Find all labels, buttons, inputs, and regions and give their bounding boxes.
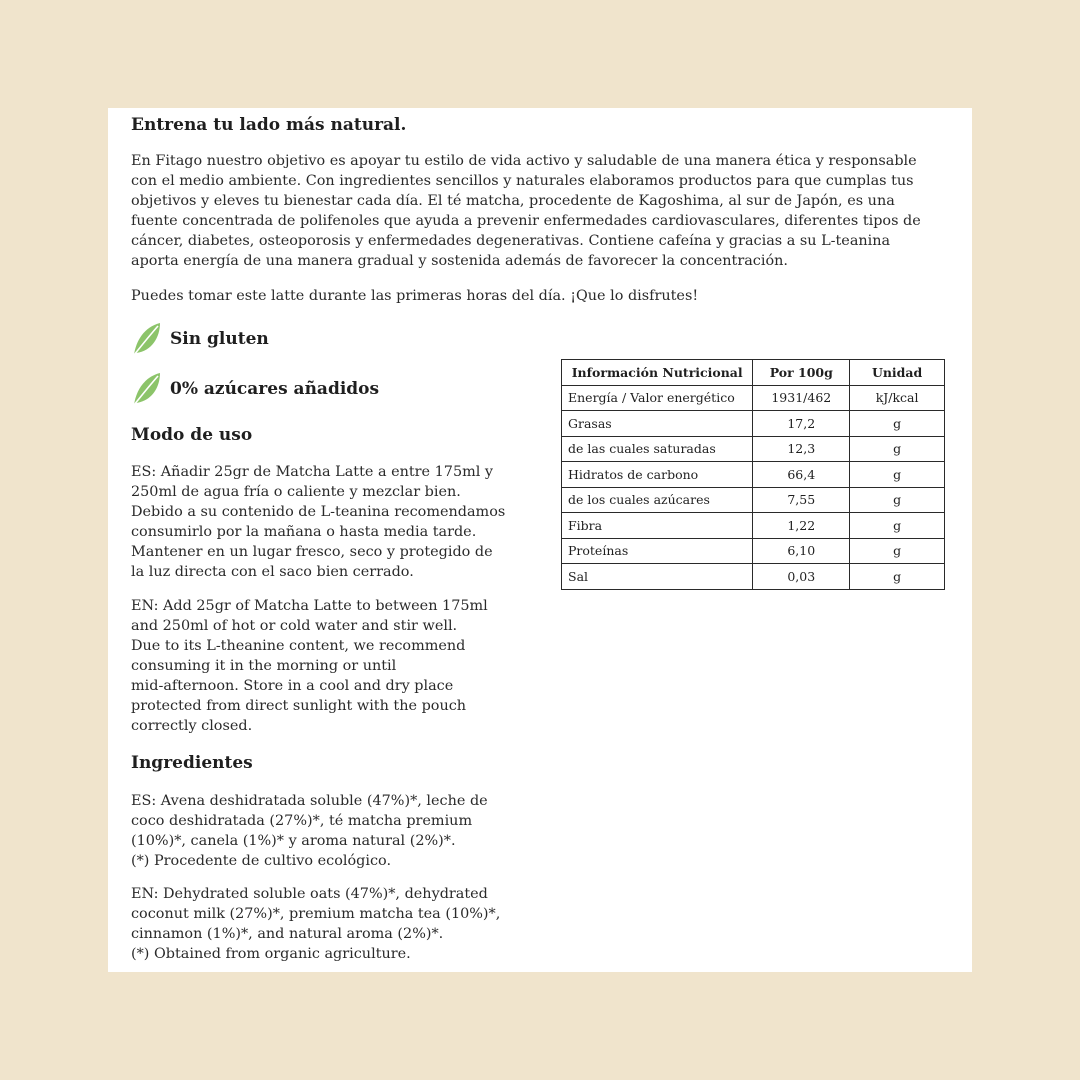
ingredients-es <box>131 791 488 871</box>
table-row <box>562 411 945 437</box>
table-header-row <box>562 360 945 386</box>
nutrient-value: 17,2 <box>753 411 850 437</box>
intro-paragraph <box>131 151 921 271</box>
nutrient-name: de las cuales saturadas <box>562 436 753 462</box>
usage-es <box>131 462 505 582</box>
table-row <box>562 513 945 539</box>
intro-line: En Fitago nuestro objetivo es apoyar tu estilo de vida activo y saludable de una manera ética y responsable <box>131 153 917 169</box>
usage-en <box>131 596 488 736</box>
leaf-icon <box>130 371 162 407</box>
nutrient-value: 0,03 <box>753 564 850 590</box>
table-row <box>562 462 945 488</box>
nutrient-value: 66,4 <box>753 462 850 488</box>
nutrient-unit: g <box>850 538 945 564</box>
table-row <box>562 538 945 564</box>
nutrient-unit: kJ/kcal <box>850 385 945 411</box>
intro-line: aporta energía de una manera gradual y sostenida además de favorecer la concentración. <box>131 253 788 269</box>
intro-line: con el medio ambiente. Con ingredientes sencillos y naturales elaboramos productos para que cumplas tus <box>131 173 914 189</box>
nutrient-value: 1,22 <box>753 513 850 539</box>
table-row <box>562 487 945 513</box>
intro-line: fuente concentrada de polifenoles que ayuda a prevenir enfermedades cardiovasculares, diferentes tipos de <box>131 213 921 229</box>
usage-en-line: mid-afternoon. Store in a cool and dry place <box>131 678 454 694</box>
column-header: Unidad <box>850 360 945 386</box>
nutrient-unit: g <box>850 564 945 590</box>
usage-es-line: la luz directa con el saco bien cerrado. <box>131 564 414 580</box>
ingredients-es-line: coco deshidratada (27%)*, té matcha premium <box>131 813 473 829</box>
badge-label: Sin gluten <box>170 329 269 349</box>
nutrient-name: de los cuales azúcares <box>562 487 753 513</box>
nutrient-name: Proteínas <box>562 538 753 564</box>
usage-en-line: consuming it in the morning or until <box>131 658 397 674</box>
nutrient-value: 1931/462 <box>753 385 850 411</box>
badge-gluten-free <box>130 321 269 357</box>
ingredients-es-line: (10%)*, canela (1%)* y aroma natural (2%)*. <box>131 833 456 849</box>
usage-en-line: correctly closed. <box>131 718 253 734</box>
ingredients-es-line: ES: Avena deshidratada soluble (47%)*, leche de <box>131 793 488 809</box>
usage-es-line: consumirlo por la mañana o hasta media tarde. <box>131 524 477 540</box>
table-row <box>562 436 945 462</box>
nutrient-value: 7,55 <box>753 487 850 513</box>
nutrient-unit: g <box>850 513 945 539</box>
nutrient-name: Grasas <box>562 411 753 437</box>
intro-line: objetivos y eleves tu bienestar cada día. El té matcha, procedente de Kagoshima, al sur de Japón, es una <box>131 193 895 209</box>
nutrient-unit: g <box>850 436 945 462</box>
ingredients-en-line: (*) Obtained from organic agriculture. <box>131 946 411 962</box>
ingredients-en-line: cinnamon (1%)*, and natural aroma (2%)*. <box>131 926 444 942</box>
nutrient-value: 12,3 <box>753 436 850 462</box>
usage-es-line: ES: Añadir 25gr de Matcha Latte a entre 175ml y <box>131 464 494 480</box>
ingredients-en-line: EN: Dehydrated soluble oats (47%)*, dehydrated <box>131 886 488 902</box>
leaf-icon <box>130 321 162 357</box>
nutrient-name: Energía / Valor energético <box>562 385 753 411</box>
nutrition-table <box>561 359 945 590</box>
table-row <box>562 564 945 590</box>
ingredients-en-line: coconut milk (27%)*, premium matcha tea (10%)*, <box>131 906 501 922</box>
badge-no-added-sugar <box>130 371 379 407</box>
intro-line: cáncer, diabetes, osteoporosis y enfermedades degenerativas. Contiene cafeína y gracias a su L-teanina <box>131 233 891 249</box>
nutrient-unit: g <box>850 462 945 488</box>
product-info-card <box>108 108 972 972</box>
closing-sentence: Puedes tomar este latte durante las primeras horas del día. ¡Que lo disfrutes! <box>131 288 699 304</box>
nutrient-name: Fibra <box>562 513 753 539</box>
usage-en-line: and 250ml of hot or cold water and stir well. <box>131 618 458 634</box>
ingredients-heading: Ingredientes <box>131 753 253 773</box>
usage-en-line: EN: Add 25gr of Matcha Latte to between 175ml <box>131 598 488 614</box>
nutrient-unit: g <box>850 487 945 513</box>
nutrient-unit: g <box>850 411 945 437</box>
usage-es-line: Mantener en un lugar fresco, seco y protegido de <box>131 544 493 560</box>
ingredients-en <box>131 884 500 964</box>
usage-es-line: Debido a su contenido de L-teanina recomendamos <box>131 504 506 520</box>
usage-en-line: Due to its L-theanine content, we recommend <box>131 638 466 654</box>
nutrient-name: Sal <box>562 564 753 590</box>
ingredients-es-line: (*) Procedente de cultivo ecológico. <box>131 853 392 869</box>
column-header: Información Nutricional <box>562 360 753 386</box>
badge-label: 0% azúcares añadidos <box>170 379 380 399</box>
usage-en-line: protected from direct sunlight with the pouch <box>131 698 467 714</box>
nutrient-name: Hidratos de carbono <box>562 462 753 488</box>
nutrient-value: 6,10 <box>753 538 850 564</box>
page-title: Entrena tu lado más natural. <box>131 115 407 135</box>
usage-heading: Modo de uso <box>131 425 253 445</box>
column-header: Por 100g <box>753 360 850 386</box>
usage-es-line: 250ml de agua fría o caliente y mezclar bien. <box>131 484 461 500</box>
table-row <box>562 385 945 411</box>
